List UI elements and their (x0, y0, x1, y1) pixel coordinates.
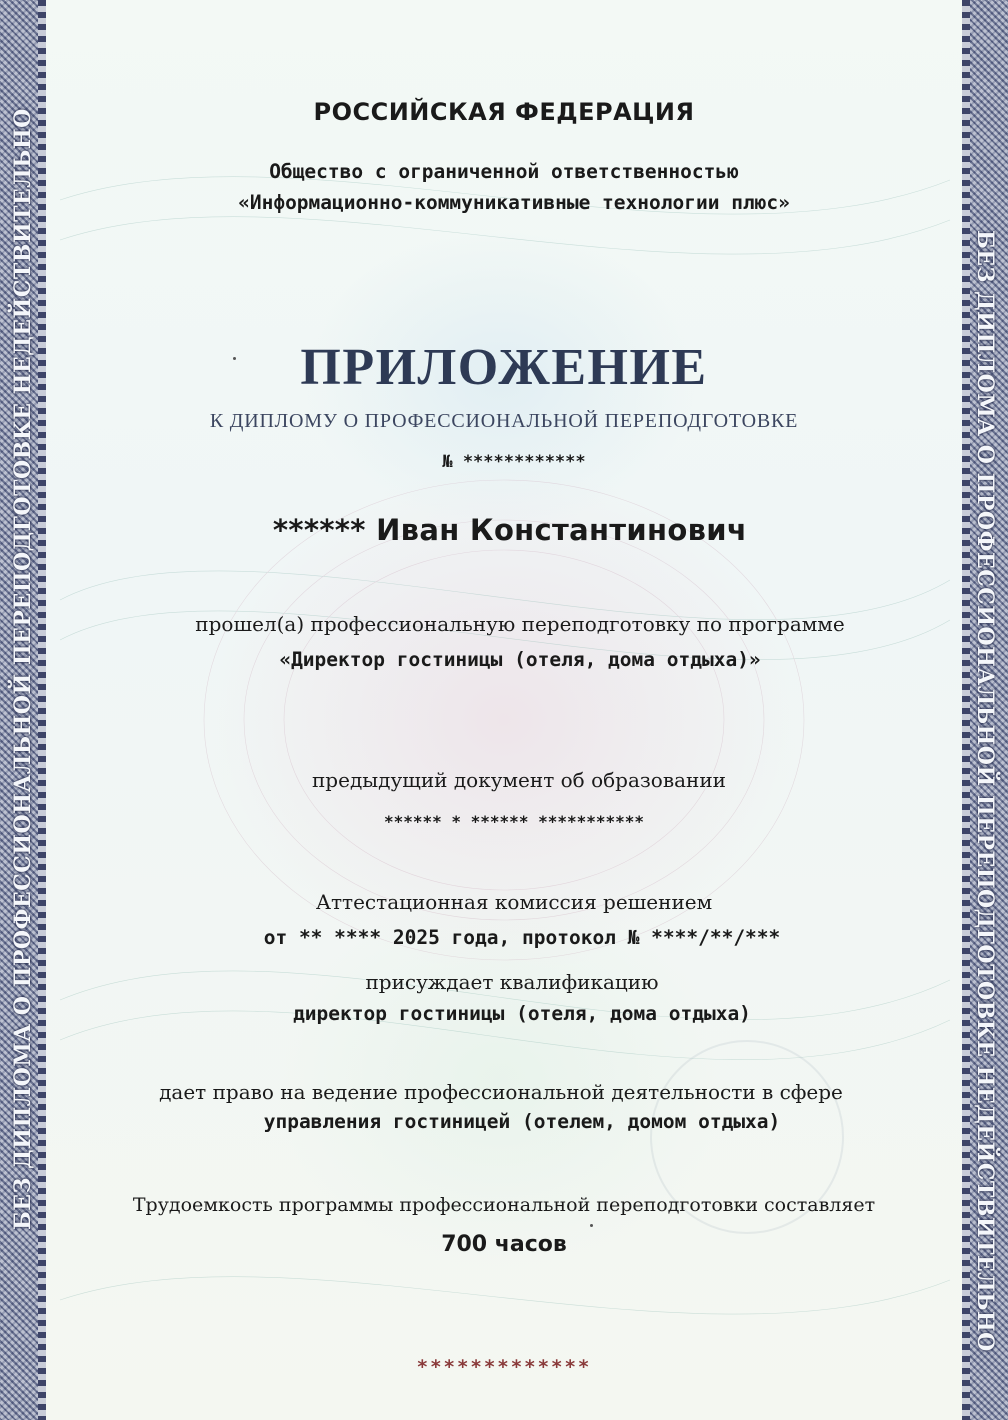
commission-text: Аттестационная комиссия решением (315, 890, 713, 914)
organization-name: «Информационно-коммуникативные технологии плюс» (238, 191, 790, 214)
serial-number: ************* (416, 1356, 592, 1378)
rights-label: дает право на ведение профессиональной деятельности в сфере (159, 1080, 843, 1104)
holder-name: ****** Иван Константинович (272, 513, 748, 547)
program-intro-text: прошел(а) профессиональную переподготовку по программе (195, 612, 845, 636)
qualification-value: директор гостиницы (отеля, дома отдыха) (293, 1002, 751, 1025)
program-hours: 700 часов (441, 1232, 567, 1257)
document-subtitle: К ДИПЛОМУ О ПРОФЕССИОНАЛЬНОЙ ПЕРЕПОДГОТОВКЕ (209, 410, 799, 432)
document-number: № ************ (442, 452, 586, 472)
document-title: ПРИЛОЖЕНИЕ (300, 339, 708, 396)
awards-text: присуждает квалификацию (365, 970, 659, 994)
previous-document-label: предыдущий документ об образовании (311, 768, 727, 792)
speck-mark (590, 1224, 593, 1227)
country-heading: РОССИЙСКАЯ ФЕДЕРАЦИЯ (313, 98, 695, 126)
decision-details: от ** **** 2025 года, протокол № ****/**/*** (263, 926, 781, 949)
speck-mark (233, 357, 236, 360)
previous-document-value: ****** * ****** *********** (383, 812, 645, 831)
program-name: «Директор гостиницы (отеля, дома отдыха)» (279, 648, 761, 671)
left-border-text: БЕЗ ДИПЛОМА О ПРОФЕССИОНАЛЬНОЙ ПЕРЕПОДГОТОВКЕ НЕДЕЙСТВИТЕЛЬНО (10, 108, 36, 1230)
right-border-text: БЕЗ ДИПЛОМА О ПРОФЕССИОНАЛЬНОЙ ПЕРЕПОДГОТОВКЕ НЕДЕЙСТВИТЕЛЬНО (972, 230, 998, 1352)
organization-form: Общество с ограниченной ответственностью (269, 160, 739, 183)
labor-intensity-label: Трудоемкость программы профессиональной переподготовки составляет (132, 1194, 876, 1216)
rights-value: управления гостиницей (отелем, домом отдыха) (263, 1110, 781, 1133)
